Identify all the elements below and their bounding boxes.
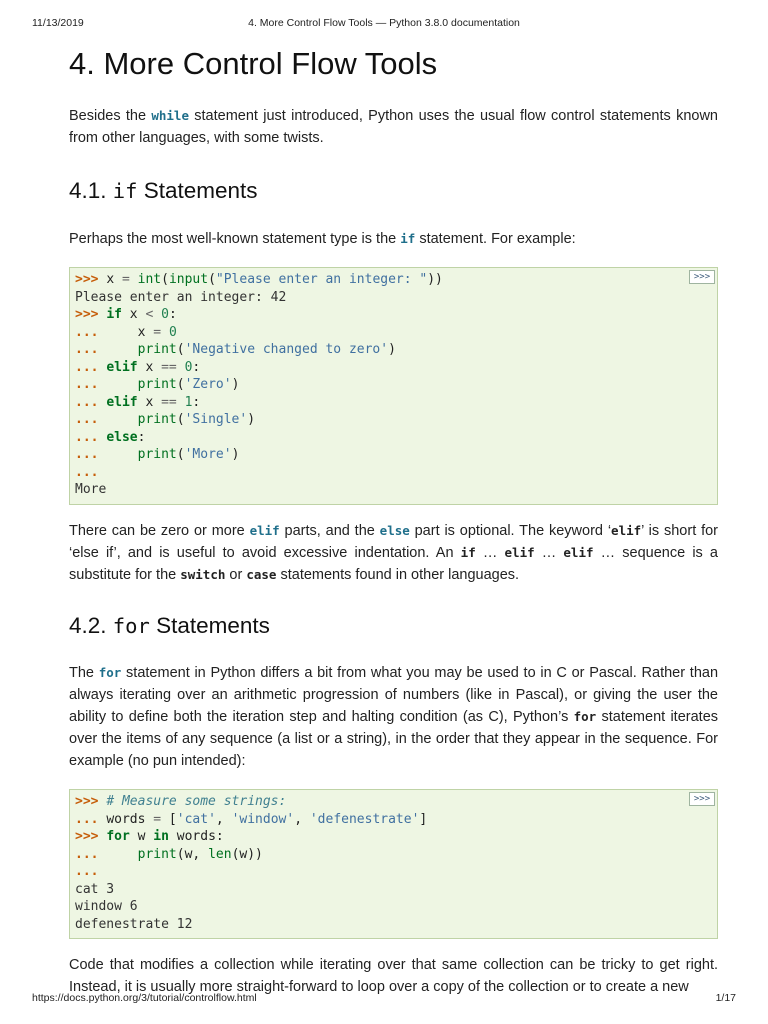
if-link[interactable]: if bbox=[400, 231, 416, 246]
for-paragraph: The for statement in Python differs a bit from what you may be used to in C or Pascal. Rather than always iterating over an arithmetic progression of numbers (like in Pascal), or giving the user the ability to define both the iteration step and halting condition (as C), Python’s for statement iterates over the items of any sequence (a list or a string), in the order that they appear in the sequence. For example (no pun intended): bbox=[69, 665, 719, 769]
intro-paragraph: Besides the while statement just introduced, Python uses the usual flow control statements known from other languages, with some twists. bbox=[69, 108, 718, 146]
code-listing: >>> x = int(input("Please enter an integer: ")) Please enter an integer: 42 >>> if x < 0: ... x = 0 ... print('Negative changed to zero') ... elif x == 0: ... print('Zero') ... elif x == 1: ... print('Single') ... else: ... print('More') ... More bbox=[75, 272, 443, 497]
toggle-prompt-button[interactable]: >>> bbox=[689, 270, 715, 284]
print-footer bbox=[32, 992, 736, 1006]
code-block-if-example bbox=[69, 267, 718, 505]
print-doc-title: 4. More Control Flow Tools — Python 3.8.0 documentation bbox=[248, 17, 520, 29]
elif-paragraph: There can be zero or more elif parts, and the else part is optional. The keyword ‘elif’ is short for ‘else if’, and is useful to avoid excessive indentation. An if … elif … elif … sequence is a substitute for the switch or case statements found in other languages. bbox=[69, 523, 718, 583]
print-url: https://docs.python.org/3/tutorial/controlflow.html bbox=[32, 992, 257, 1004]
section-heading-for: 4.2. for Statements bbox=[69, 613, 270, 638]
for-link[interactable]: for bbox=[98, 665, 122, 680]
modify-collection-paragraph: Code that modifies a collection while iterating over that same collection can be tricky to get right. Instead, it is usually more straight-forward to loop over a copy of the collection or to create a new bbox=[69, 957, 718, 995]
document-content bbox=[69, 44, 718, 998]
elif-link[interactable]: elif bbox=[249, 523, 280, 538]
while-link[interactable]: while bbox=[151, 108, 189, 123]
page-number: 1/17 bbox=[715, 992, 736, 1004]
if-intro-paragraph: Perhaps the most well-known statement type is the if statement. For example: bbox=[69, 231, 576, 247]
code-block-for-example bbox=[69, 789, 718, 939]
toggle-prompt-button[interactable]: >>> bbox=[689, 792, 715, 806]
page-title: 4. More Control Flow Tools bbox=[69, 46, 438, 81]
print-date: 11/13/2019 bbox=[32, 17, 84, 29]
code-listing: >>> # Measure some strings: ... words = ['cat', 'window', 'defenestrate'] >>> for w in words: ... print(w, len(w)) ... cat 3 window 6 defenestrate 12 bbox=[75, 794, 428, 932]
print-header bbox=[32, 17, 736, 31]
else-link[interactable]: else bbox=[379, 523, 410, 538]
section-heading-if: 4.1. if Statements bbox=[69, 178, 258, 203]
